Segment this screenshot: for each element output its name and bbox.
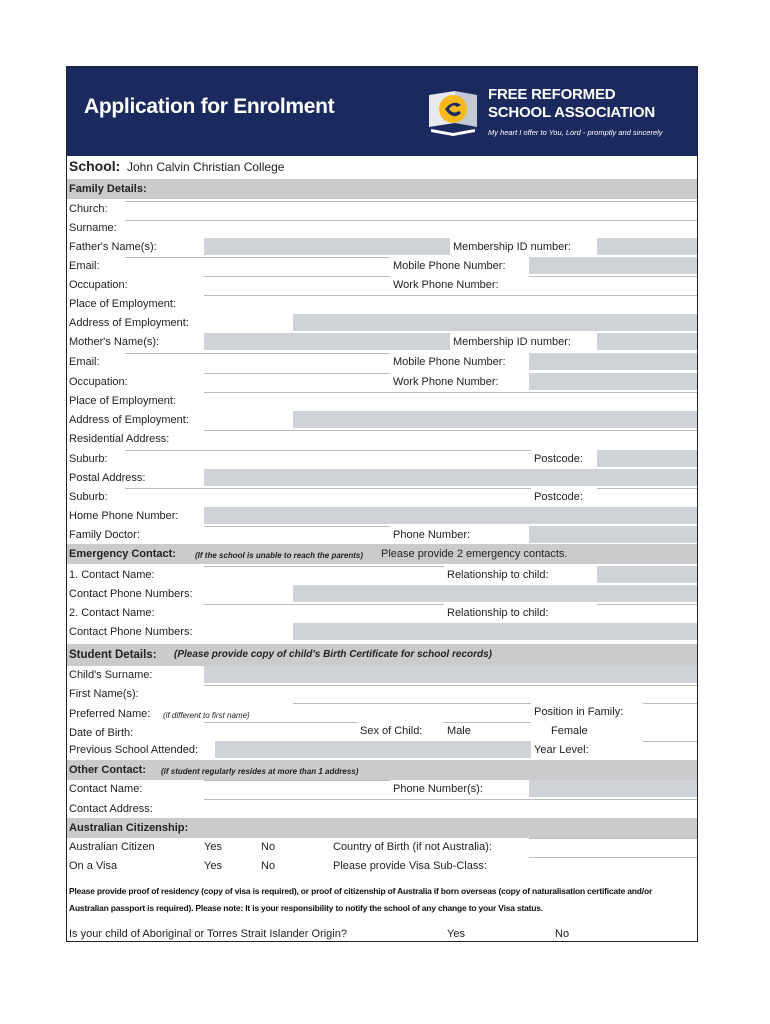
preferred-name-label: Preferred Name: — [69, 708, 151, 720]
surname-label: Surname: — [69, 222, 117, 234]
other-contact-heading: Other Contact: — [69, 764, 146, 776]
father-email-label: Email: — [69, 260, 100, 272]
school-value: John Calvin Christian College — [127, 160, 285, 174]
aus-citizen-yes-option[interactable]: Yes — [204, 841, 222, 853]
student-heading: Student Details: — [69, 649, 157, 661]
on-visa-yes-option[interactable]: Yes — [204, 860, 222, 872]
proof-note-line2: Australian passport is required). Please note: It is your responsibility to notify the school of any change to your Visa status. — [69, 903, 543, 913]
mother-employment-input[interactable] — [204, 392, 697, 409]
residential-address-label: Residential Address: — [69, 433, 170, 445]
aus-citizen-label: Australian Citizen — [69, 841, 155, 853]
contact1-relationship-label: Relationship to child: — [447, 569, 549, 581]
emergency-heading: Emergency Contact: — [69, 548, 176, 560]
mother-membership-input[interactable] — [597, 333, 697, 350]
previous-school-input[interactable] — [215, 741, 531, 758]
doctor-phone-input[interactable] — [529, 526, 697, 543]
contact2-relationship-label: Relationship to child: — [447, 607, 549, 619]
citizenship-heading: Australian Citizenship: — [69, 822, 189, 834]
form-header — [67, 67, 697, 156]
postal-suburb-label: Suburb: — [69, 491, 108, 503]
mother-work-phone-input[interactable] — [529, 373, 697, 390]
mothers-name-input[interactable] — [204, 333, 450, 350]
visa-subclass-label: Please provide Visa Sub-Class: — [333, 860, 487, 872]
student-heading-note: (Please provide copy of child's Birth Certificate for school records) — [174, 649, 493, 660]
mother-occupation-input[interactable] — [204, 373, 390, 390]
postal-postcode-input[interactable] — [597, 488, 697, 505]
church-input[interactable] — [125, 201, 697, 218]
contact1-phones-label: Contact Phone Numbers: — [69, 588, 193, 600]
father-employment-input[interactable] — [204, 295, 697, 312]
father-occupation-label: Occupation: — [69, 279, 128, 291]
family-doctor-label: Family Doctor: — [69, 529, 140, 541]
citizenship-section-header — [67, 818, 697, 838]
father-work-phone-input[interactable] — [529, 276, 697, 293]
country-of-birth-label: Country of Birth (if not Australia): — [333, 841, 492, 853]
mother-employment-address-input[interactable] — [293, 411, 697, 428]
contact1-name-input[interactable] — [204, 566, 444, 583]
mother-mobile-label: Mobile Phone Number: — [393, 356, 506, 368]
preferred-name-note: (if different to first name) — [163, 711, 250, 720]
father-employment-address-input[interactable] — [293, 314, 697, 331]
position-in-family-input[interactable] — [643, 703, 697, 720]
surname-input[interactable] — [125, 220, 697, 237]
sex-female-option[interactable]: Female — [551, 725, 588, 737]
aboriginal-no-option[interactable]: No — [555, 928, 570, 940]
proof-note-line1: Please provide proof of residency (copy of visa is required), or proof of citizenship of Australia if born overseas (copy of naturalisation certificate and/or — [69, 886, 653, 896]
other-contact-address-input[interactable] — [204, 799, 697, 816]
other-contact-note: (if student regularly resides at more than 1 address) — [161, 767, 359, 776]
child-first-names-input[interactable] — [204, 685, 697, 702]
father-mobile-input[interactable] — [529, 257, 697, 274]
father-work-phone-label: Work Phone Number: — [393, 279, 499, 291]
mother-work-phone-label: Work Phone Number: — [393, 376, 499, 388]
other-contact-address-label: Contact Address: — [69, 803, 153, 815]
emergency-section-header — [67, 544, 697, 564]
mothers-name-label: Mother's Name(s): — [69, 336, 160, 348]
sex-male-option[interactable] — [443, 722, 531, 739]
on-visa-no-option[interactable]: No — [261, 860, 276, 872]
father-email-input[interactable] — [125, 257, 390, 274]
other-contact-phone-input[interactable] — [529, 780, 697, 797]
postal-address-label: Postal Address: — [69, 472, 146, 484]
other-contact-name-input[interactable] — [204, 780, 390, 797]
association-logo-icon — [425, 87, 481, 139]
aboriginal-question: Is your child of Aboriginal or Torres Strait Islander Origin? — [69, 928, 347, 940]
other-contact-section-header — [67, 760, 697, 780]
contact2-phones-label: Contact Phone Numbers: — [69, 626, 193, 638]
child-first-names-label: First Name(s): — [69, 688, 139, 700]
family-heading: Family Details: — [69, 183, 147, 195]
residential-postcode-label: Postcode: — [534, 453, 583, 465]
mother-mobile-input[interactable] — [529, 353, 697, 370]
home-phone-input[interactable] — [204, 507, 697, 524]
contact2-relationship-input[interactable] — [597, 604, 697, 621]
child-surname-label: Child's Surname: — [69, 669, 153, 681]
mother-email-input[interactable] — [125, 353, 390, 370]
father-employment-address-label: Address of Employment: — [69, 317, 189, 329]
mother-employment-address-label: Address of Employment: — [69, 414, 189, 426]
contact2-phones-input[interactable] — [293, 623, 697, 640]
father-occupation-input[interactable] — [204, 276, 390, 293]
residential-suburb-label: Suburb: — [69, 453, 108, 465]
country-of-birth-input[interactable] — [529, 838, 697, 855]
postal-address-input[interactable] — [204, 469, 697, 486]
mother-occupation-label: Occupation: — [69, 376, 128, 388]
emergency-instruction: Please provide 2 emergency contacts. — [381, 548, 568, 560]
father-employment-label: Place of Employment: — [69, 298, 176, 310]
sex-label: Sex of Child: — [360, 725, 423, 737]
mother-membership-label: Membership ID number: — [453, 336, 571, 348]
emergency-note: (If the school is unable to reach the parents) — [195, 551, 364, 560]
fathers-name-input[interactable] — [204, 238, 450, 255]
contact1-relationship-input[interactable] — [597, 566, 697, 583]
residential-address-input[interactable] — [204, 430, 697, 447]
on-visa-label: On a Visa — [69, 860, 118, 872]
father-membership-label: Membership ID number: — [453, 241, 571, 253]
aus-citizen-no-option[interactable]: No — [261, 841, 276, 853]
home-phone-label: Home Phone Number: — [69, 510, 179, 522]
year-level-label: Year Level: — [534, 744, 589, 756]
other-contact-name-label: Contact Name: — [69, 783, 143, 795]
visa-subclass-input[interactable] — [529, 857, 697, 874]
fathers-name-label: Father's Name(s): — [69, 241, 157, 253]
family-section-header — [67, 179, 697, 199]
contact1-phones-input[interactable] — [293, 585, 697, 602]
mother-email-label: Email: — [69, 356, 100, 368]
postal-postcode-label: Postcode: — [534, 491, 583, 503]
residential-postcode-input[interactable] — [597, 450, 697, 467]
org-name-line1: FREE REFORMED — [488, 86, 616, 103]
org-motto: My heart I offer to You, Lord - promptly and sincerely — [488, 128, 663, 137]
page-title: Application for Enrolment — [84, 95, 335, 118]
doctor-phone-label: Phone Number: — [393, 529, 471, 541]
family-doctor-input[interactable] — [204, 526, 390, 543]
preferred-name-input[interactable] — [293, 703, 531, 720]
father-membership-input[interactable] — [597, 238, 697, 255]
church-label: Church: — [69, 203, 108, 215]
residential-suburb-input[interactable] — [125, 450, 531, 467]
child-surname-input[interactable] — [204, 666, 697, 683]
other-contact-phone-label: Phone Number(s): — [393, 783, 483, 795]
sex-male-label: Male — [447, 725, 471, 737]
mother-employment-label: Place of Employment: — [69, 395, 176, 407]
school-label: School: — [69, 158, 121, 174]
dob-label: Date of Birth: — [69, 727, 134, 739]
contact2-name-label: 2. Contact Name: — [69, 607, 155, 619]
previous-school-label: Previous School Attended: — [69, 744, 199, 756]
aboriginal-yes-option[interactable]: Yes — [447, 928, 465, 940]
position-in-family-label: Position in Family: — [534, 706, 624, 718]
org-name-line2: SCHOOL ASSOCIATION — [488, 104, 655, 121]
contact1-name-label: 1. Contact Name: — [69, 569, 155, 581]
student-section-header — [67, 644, 697, 666]
postal-suburb-input[interactable] — [125, 488, 531, 505]
enrolment-form — [66, 66, 698, 942]
year-level-input[interactable] — [643, 741, 697, 758]
father-mobile-label: Mobile Phone Number: — [393, 260, 506, 272]
contact2-name-input[interactable] — [204, 604, 444, 621]
dob-input[interactable] — [204, 722, 358, 739]
